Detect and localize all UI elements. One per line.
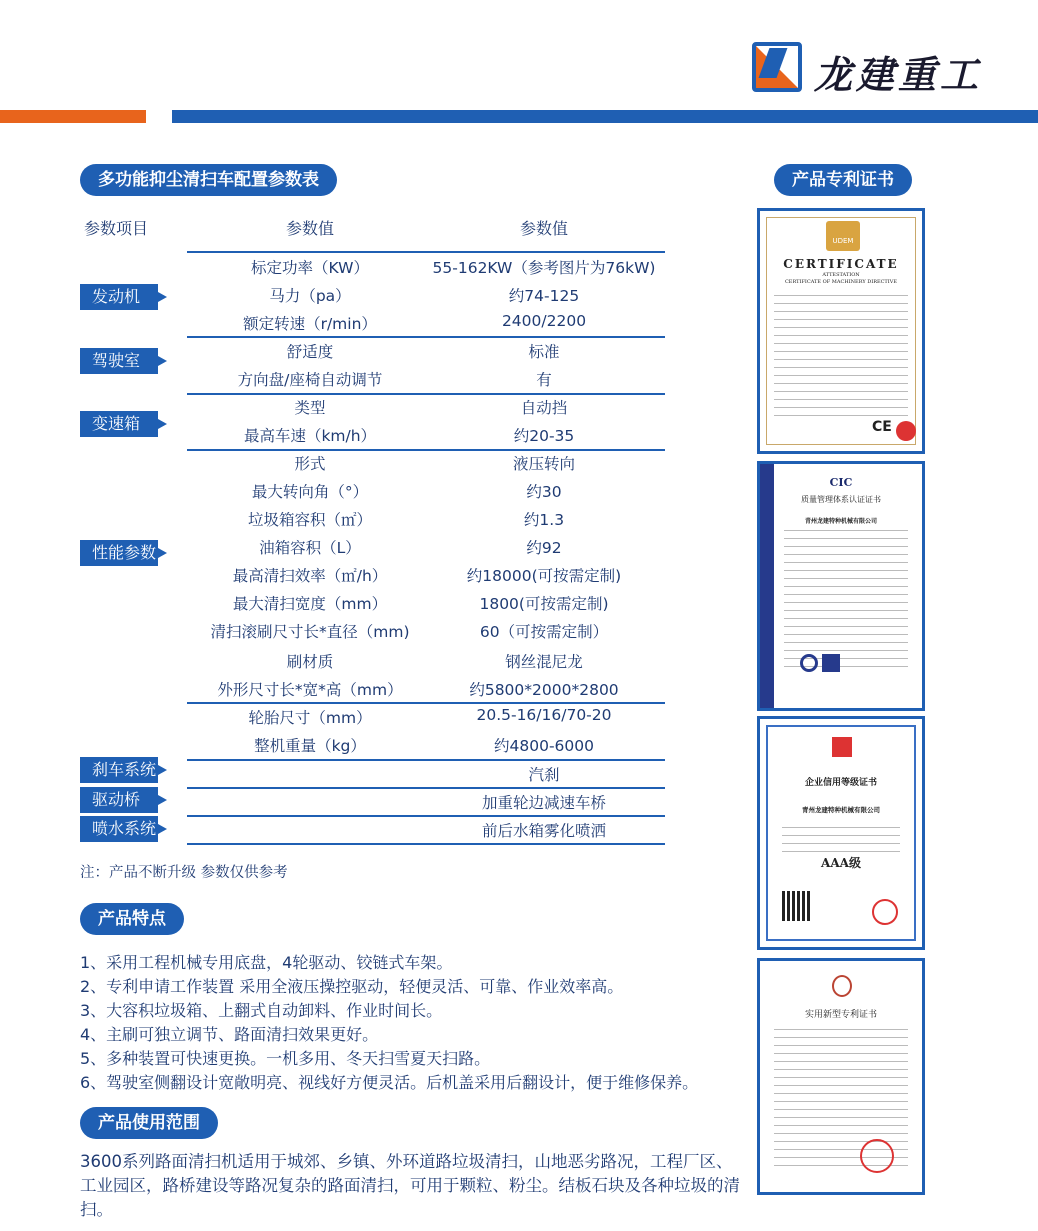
param-name: 舒适度 bbox=[286, 343, 334, 361]
param-value: 约4800-6000 bbox=[494, 737, 594, 755]
table-divider bbox=[187, 449, 665, 451]
category-performance: 性能参数 bbox=[80, 540, 158, 566]
param-name: 最高清扫效率（㎡/h） bbox=[232, 567, 388, 585]
param-name: 垃圾箱容积（㎡） bbox=[247, 511, 372, 529]
cnas-icon bbox=[822, 654, 840, 672]
iaf-icon bbox=[800, 654, 818, 672]
param-name: 刷材质 bbox=[286, 653, 334, 671]
brand-logo bbox=[752, 42, 802, 92]
credit-grade: AAA级 bbox=[821, 856, 861, 870]
features-title: 产品特点 bbox=[80, 903, 184, 935]
feature-item: 6、驾驶室侧翻设计宽敞明亮、视线好方便灵活。后机盖采用后翻设计，便于维修保养。 bbox=[80, 1073, 699, 1092]
param-name: 额定转速（r/min） bbox=[243, 315, 377, 333]
param-value: 钢丝混尼龙 bbox=[505, 653, 583, 671]
certificate-credit bbox=[757, 716, 925, 950]
brand-name: 龙建重工 bbox=[814, 52, 983, 97]
param-value: 20.5-16/16/70-20 bbox=[476, 706, 612, 724]
param-value: 液压转向 bbox=[512, 455, 575, 473]
param-name: 最大清扫宽度（mm） bbox=[232, 595, 388, 613]
param-value: 约18000(可按需定制) bbox=[466, 567, 622, 585]
table-header-value: 参数值 bbox=[285, 219, 334, 238]
scope-title: 产品使用范围 bbox=[80, 1107, 218, 1139]
cert-subtitle: ATTESTATION bbox=[822, 272, 860, 278]
table-divider bbox=[187, 702, 665, 704]
param-value: 有 bbox=[536, 371, 552, 389]
param-value: 自动挡 bbox=[520, 399, 568, 417]
ce-mark: CE bbox=[872, 419, 892, 435]
param-name: 马力（pa） bbox=[269, 287, 351, 305]
cert-title: CERTIFICATE bbox=[783, 257, 899, 271]
cert-title: 企业信用等级证书 bbox=[804, 778, 877, 788]
header-orange-bar bbox=[0, 110, 146, 123]
feature-item: 5、多种装置可快速更换。一机多用、冬天扫雪夏天扫路。 bbox=[80, 1049, 491, 1068]
param-value: 1800(可按需定制) bbox=[479, 595, 609, 613]
cert-company: 青州龙建特种机械有限公司 bbox=[804, 518, 877, 525]
params-section-title: 多功能抑尘清扫车配置参数表 bbox=[80, 164, 337, 196]
param-value: 加重轮边减速车桥 bbox=[481, 794, 606, 812]
category-axle: 驱动桥 bbox=[80, 787, 158, 813]
cert-section-title: 产品专利证书 bbox=[774, 164, 912, 196]
header-blue-bar bbox=[172, 110, 1038, 123]
table-divider bbox=[187, 843, 665, 845]
seal-icon bbox=[860, 1139, 894, 1173]
param-value: 汽刹 bbox=[528, 766, 560, 784]
param-name: 形式 bbox=[294, 455, 326, 473]
category-spray: 喷水系统 bbox=[80, 816, 158, 842]
param-name: 最高车速（km/h） bbox=[243, 427, 377, 445]
cert-title: 实用新型专利证书 bbox=[804, 1010, 877, 1020]
certificate-ce bbox=[757, 208, 925, 454]
table-header-value-2: 参数值 bbox=[519, 219, 568, 238]
certificate-cic bbox=[757, 461, 925, 711]
feature-item: 1、采用工程机械专用底盘，4轮驱动、铰链式车架。 bbox=[80, 953, 453, 972]
seal-icon bbox=[896, 421, 916, 441]
param-value: 约1.3 bbox=[523, 511, 565, 529]
params-note: 注：产品不断升级 参数仅供参考 bbox=[80, 865, 288, 881]
param-value: 2400/2200 bbox=[501, 312, 587, 330]
credit-logo-icon bbox=[832, 737, 852, 757]
table-divider bbox=[187, 815, 665, 817]
param-value: 约20-35 bbox=[513, 427, 575, 445]
feature-item: 2、专利申请工作装置 采用全液压操控驱动，轻便灵活、可靠、作业效率高。 bbox=[80, 977, 624, 996]
param-name: 类型 bbox=[294, 399, 326, 417]
category-engine: 发动机 bbox=[80, 284, 158, 310]
scope-text: 3600系列路面清扫机适用于城郊、乡镇、外环道路垃圾清扫，山地恶劣路况，工程厂区、工业园区，路桥建设等路况复杂的路面清扫，可用于颗粒、粉尘。结板石块及各种垃圾的清扫。 bbox=[80, 1152, 740, 1219]
cert-company: 青州龙建特种机械有限公司 bbox=[802, 806, 880, 814]
param-value: 60（可按需定制） bbox=[479, 623, 609, 641]
param-name: 油箱容积（L） bbox=[259, 539, 361, 557]
seal-icon bbox=[872, 899, 898, 925]
category-cab: 驾驶室 bbox=[80, 348, 158, 374]
param-name: 整机重量（kg） bbox=[254, 737, 366, 755]
param-name: 轮胎尺寸（mm） bbox=[248, 709, 372, 727]
category-gearbox: 变速箱 bbox=[80, 411, 158, 437]
table-divider bbox=[187, 251, 665, 253]
udem-logo: UDEM bbox=[826, 221, 860, 251]
param-name: 清扫滚刷尺寸长*直径（mm) bbox=[210, 623, 410, 641]
table-header-item: 参数项目 bbox=[84, 219, 149, 238]
param-value: 约30 bbox=[526, 483, 562, 501]
table-divider bbox=[187, 336, 665, 338]
patent-emblem-icon bbox=[832, 975, 852, 997]
qr-code-icon bbox=[782, 891, 812, 921]
cert-title: 质量管理体系认证证书 bbox=[801, 495, 881, 504]
table-divider bbox=[187, 393, 665, 395]
param-name: 标定功率（KW） bbox=[251, 259, 369, 277]
cert-subtitle: CERTIFICATE OF MACHINERY DIRECTIVE bbox=[784, 279, 897, 285]
feature-item: 4、主刷可独立调节、路面清扫效果更好。 bbox=[80, 1025, 379, 1044]
param-value: 约74-125 bbox=[508, 287, 580, 305]
table-divider bbox=[187, 759, 665, 761]
table-divider bbox=[187, 787, 665, 789]
category-brake: 刹车系统 bbox=[80, 757, 158, 783]
param-value: 约5800*2000*2800 bbox=[469, 681, 619, 699]
param-value: 标准 bbox=[528, 343, 560, 361]
certificate-patent bbox=[757, 958, 925, 1195]
cic-logo: CIC bbox=[829, 476, 853, 489]
param-value: 前后水箱雾化喷洒 bbox=[481, 822, 606, 840]
param-name: 最大转向角（°） bbox=[251, 483, 369, 501]
param-name: 方向盘/座椅自动调节 bbox=[237, 371, 383, 389]
param-value: 55-162KW（参考图片为76kW) bbox=[432, 259, 656, 277]
param-name: 外形尺寸长*宽*高（mm） bbox=[217, 681, 403, 699]
feature-item: 3、大容积垃圾箱、上翻式自动卸料、作业时间长。 bbox=[80, 1001, 443, 1020]
param-value: 约92 bbox=[526, 539, 562, 557]
